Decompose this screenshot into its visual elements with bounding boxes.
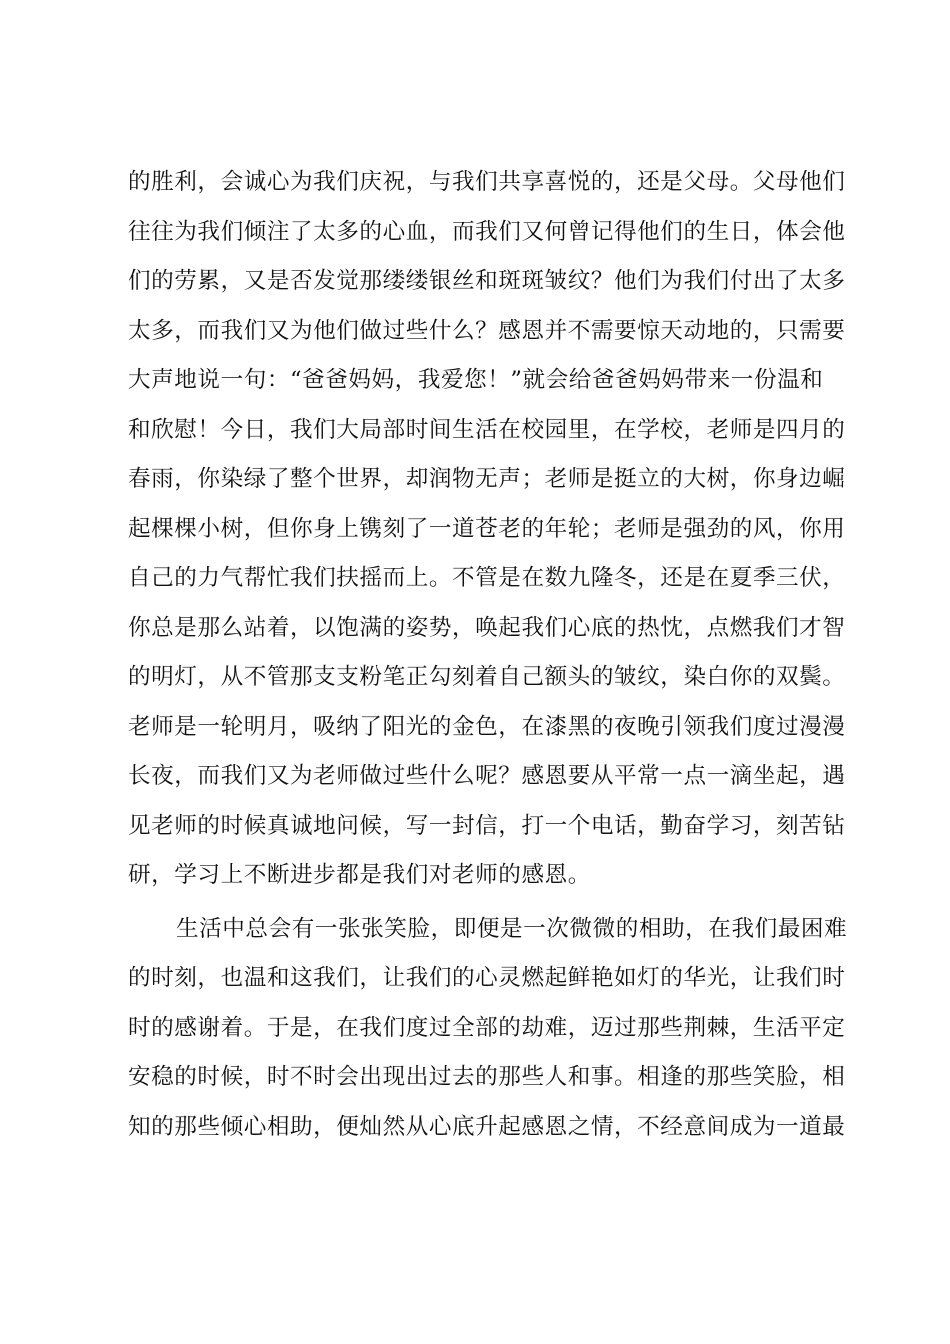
text-line: 起棵棵小树，但你身上镌刻了一道苍老的年轮；老师是强劲的风，你用 — [128, 515, 846, 542]
text-line: 的时刻，也温和这我们，让我们的心灵燃起鲜艳如灯的华光，让我们时 — [128, 965, 846, 991]
text-line: 的明灯，从不管那支支粉笔正勾刻着自己额头的皱纹，染白你的双鬓。 — [128, 664, 846, 690]
text-line: 知的那些倾心相助，便灿然从心底升起感恩之情，不经意间成为一道最 — [128, 1113, 846, 1140]
text-line: 见老师的时候真诚地问候，写一封信，打一个电话，勤奋学习，刻苦钻 — [128, 812, 846, 839]
paragraph-1 — [128, 158, 846, 901]
text-line: 往往为我们倾注了太多的心血，而我们又何曾记得他们的生日，体会他 — [128, 218, 846, 245]
body-text — [128, 158, 848, 1152]
text-line: 太多，而我们又为他们做过些什么？感恩并不需要惊天动地的，只需要 — [128, 317, 846, 344]
text-line: 时的感谢着。于是，在我们度过全部的劫难，迈过那些荆棘，生活平定 — [128, 1014, 846, 1041]
text-line: 自己的力气帮忙我们扶摇而上。不管是在数九隆冬，还是在夏季三伏， — [128, 565, 846, 591]
text-line: 春雨，你染绿了整个世界，却润物无声；老师是挺立的大树，你身边崛 — [128, 466, 846, 492]
text-line: 安稳的时候，时不时会出现出过去的那些人和事。相逢的那些笑脸，相 — [128, 1064, 846, 1090]
text-line: 生活中总会有一张张笑脸，即便是一次微微的相助，在我们最困难 — [176, 915, 848, 942]
text-line: 们的劳累，又是否发觉那缕缕银丝和斑斑皱纹？他们为我们付出了太多 — [128, 268, 846, 294]
text-line: 你总是那么站着，以饱满的姿势，唤起我们心底的热忱，点燃我们才智 — [128, 614, 846, 641]
text-line: 老师是一轮明月，吸纳了阳光的金色，在漆黑的夜晚引领我们度过漫漫 — [128, 713, 846, 740]
text-line: 长夜，而我们又为老师做过些什么呢？感恩要从平常一点一滴坐起，遇 — [128, 763, 846, 789]
text-line: 和欣慰！今日，我们大局部时间生活在校园里，在学校，老师是四月的 — [128, 416, 846, 443]
paragraph-2 — [128, 905, 848, 1153]
text-line: 大声地说一句：“爸爸妈妈，我爱您！”就会给爸爸妈妈带来一份温和 — [128, 367, 824, 393]
text-line: 的胜利，会诚心为我们庆祝，与我们共享喜悦的，还是父母。父母他们 — [128, 169, 846, 195]
text-line: 研，学习上不断进步都是我们对老师的感恩。 — [128, 862, 591, 888]
